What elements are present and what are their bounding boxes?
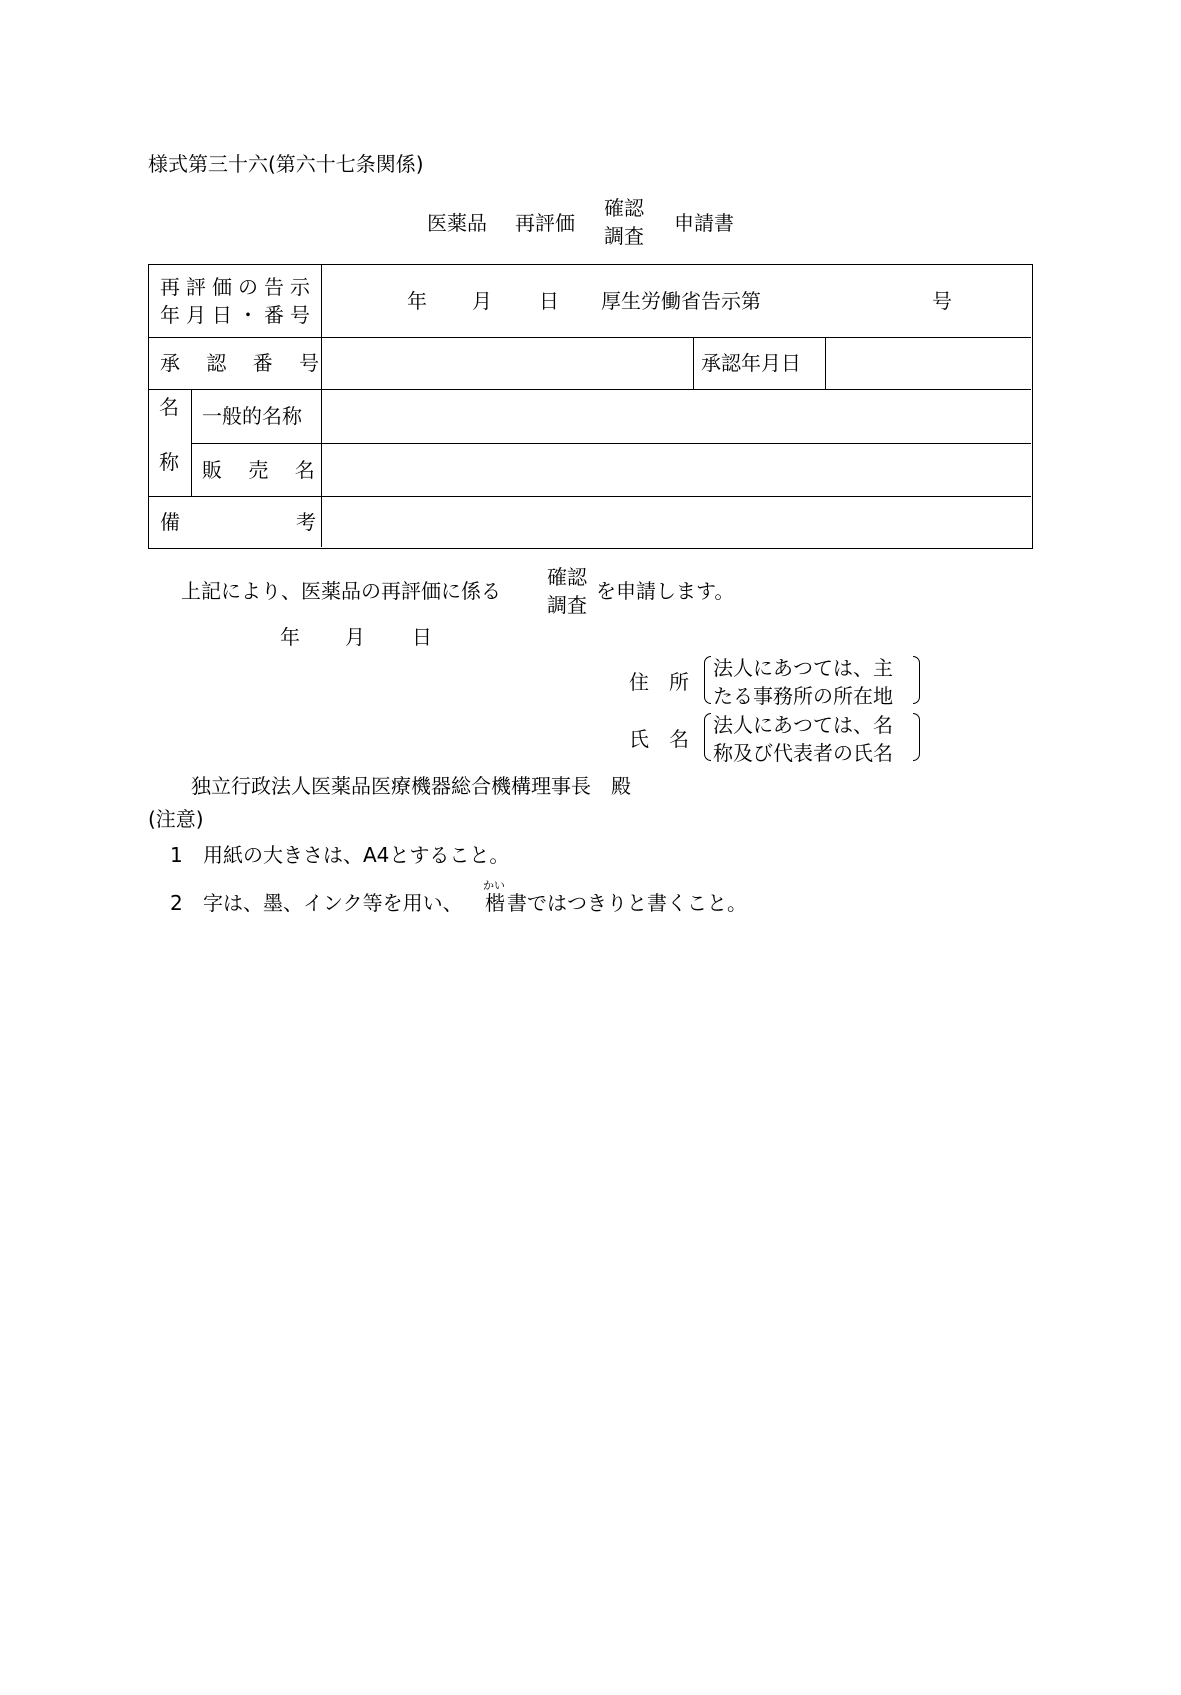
name-note-line1: 法人にあつては、名 — [713, 713, 893, 737]
statement-after: を申請します。 — [596, 579, 735, 603]
note-number: 2 — [170, 891, 183, 915]
notice-year: 年 — [407, 289, 427, 313]
approval-date-label: 承認年月日 — [701, 351, 801, 375]
title-option-top: 確認 — [604, 196, 644, 220]
name-label-top: 名 — [159, 395, 179, 419]
name-label-bottom: 称 — [159, 450, 179, 474]
remarks-label-right: 考 — [296, 510, 316, 534]
column-divider — [321, 265, 322, 547]
notice-number-suffix: 号 — [932, 289, 952, 313]
approval-date-divider — [825, 337, 826, 389]
address-note-line1: 法人にあつては、主 — [713, 656, 893, 680]
addressee: 独立行政法人医薬品医療機器総合機構理事長 殿 — [191, 774, 631, 798]
title-part2: 再評価 — [515, 211, 575, 235]
approval-number-label: 承 認 番 号 — [160, 351, 330, 375]
right-bracket — [913, 713, 920, 761]
notice-month: 月 — [472, 289, 492, 313]
name-note-line2: 称及び代表者の氏名 — [713, 741, 893, 765]
title-part3: 申請書 — [674, 211, 734, 235]
notice-day: 日 — [539, 289, 559, 313]
row-divider — [149, 389, 1031, 390]
note-text: 用紙の大きさは、A4とすること。 — [203, 843, 510, 867]
address-label: 住 所 — [629, 670, 689, 694]
row-divider — [191, 443, 1031, 444]
statement-option-bottom: 調査 — [547, 593, 587, 617]
generic-name-label: 一般的名称 — [202, 404, 302, 428]
remarks-label-left: 備 — [160, 510, 180, 534]
row-divider — [149, 496, 1031, 497]
notes-heading: (注意) — [148, 807, 204, 831]
form-number: 様式第三十六(第六十七条関係) — [148, 152, 424, 176]
date-day: 日 — [412, 625, 432, 649]
date-year: 年 — [280, 625, 300, 649]
notice-label-line2: 年月日・番号 — [160, 303, 316, 327]
left-bracket — [704, 713, 711, 761]
statement-option-top: 確認 — [547, 565, 587, 589]
address-note-line2: たる事務所の所在地 — [713, 684, 893, 708]
row-divider — [149, 337, 1031, 338]
application-table — [148, 264, 1033, 549]
title-part1: 医薬品 — [427, 211, 487, 235]
approval-date-divider — [693, 337, 694, 389]
title-option-bottom: 調査 — [604, 224, 644, 248]
note-ruby: かい — [483, 879, 505, 892]
date-month: 月 — [345, 625, 365, 649]
name-label: 氏 名 — [629, 727, 689, 751]
note-ruby-base: 楷 — [485, 891, 505, 915]
right-bracket — [913, 656, 920, 704]
left-bracket — [704, 656, 711, 704]
note-text-after: 書ではつきりと書くこと。 — [507, 891, 747, 915]
name-subdivider — [191, 389, 192, 496]
brand-name-label: 販 売 名 — [202, 458, 325, 482]
note-number: 1 — [170, 843, 183, 867]
note-text-before: 字は、墨、インク等を用い、 — [203, 891, 463, 915]
notice-ministry: 厚生労働省告示第 — [601, 289, 761, 313]
notice-label-line1: 再評価の告示 — [160, 275, 316, 299]
statement-before: 上記により、医薬品の再評価に係る — [181, 579, 501, 603]
